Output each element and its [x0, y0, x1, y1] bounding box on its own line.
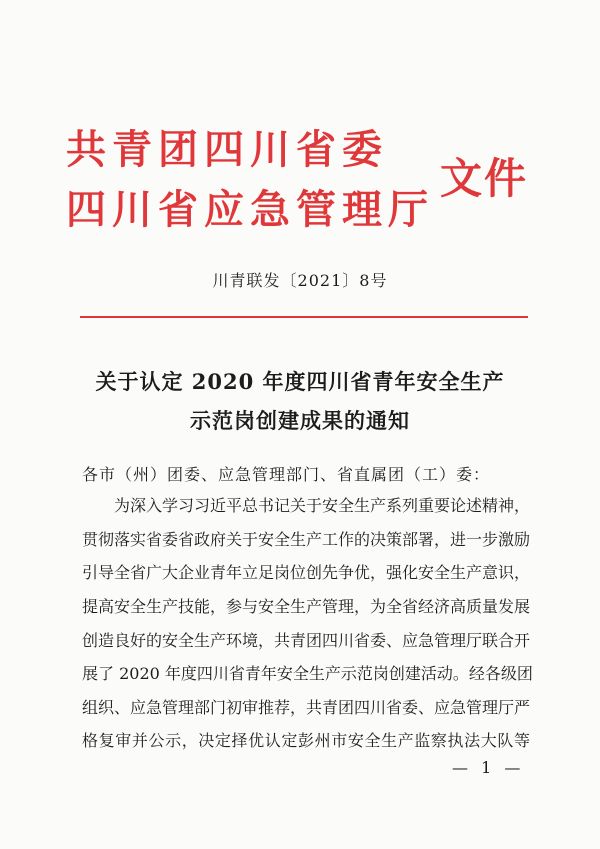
body-text-line: 为深入学习习近平总书记关于安全生产系列重要论述精神，: [114, 496, 531, 515]
issuer-line-communist-youth-league: 共青团四川省委: [66, 127, 388, 173]
notice-title-line-2: 示范岗创建成果的通知: [190, 408, 410, 433]
body-text-line: 组织、应急管理部门初审推荐，共青团四川省委、应急管理厅严: [82, 698, 531, 717]
issuer-line-emergency-management: 四川省应急管理厅: [66, 187, 434, 233]
body-text-line: 引导全省广大企业青年立足岗位创先争优，强化安全生产意识，: [82, 563, 531, 582]
document-type-label: 文件: [440, 154, 529, 203]
body-text-line: 提高安全生产技能，参与安全生产管理，为全省经济高质量发展: [82, 597, 531, 616]
document-number: 川青联发〔2021〕8号: [212, 271, 388, 290]
notice-title-line-1: 关于认定 2020 年度四川省青年安全生产: [95, 369, 505, 394]
salutation: 各市（州）团委、应急管理部门、省直属团（工）委：: [82, 465, 491, 484]
red-divider-line: [80, 316, 528, 318]
body-text-line: 展了 2020 年度四川省青年安全生产示范岗创建活动。经各级团: [82, 664, 533, 683]
body-text-line: 创造良好的安全生产环境，共青团四川省委、应急管理厅联合开: [82, 631, 531, 650]
page-number: — 1 —: [452, 758, 525, 777]
body-text-line: 格复审并公示，决定择优认定彭州市安全生产监察执法大队等: [82, 731, 530, 750]
body-text-line: 贯彻落实省委省政府关于安全生产工作的决策部署，进一步激励: [82, 530, 531, 549]
